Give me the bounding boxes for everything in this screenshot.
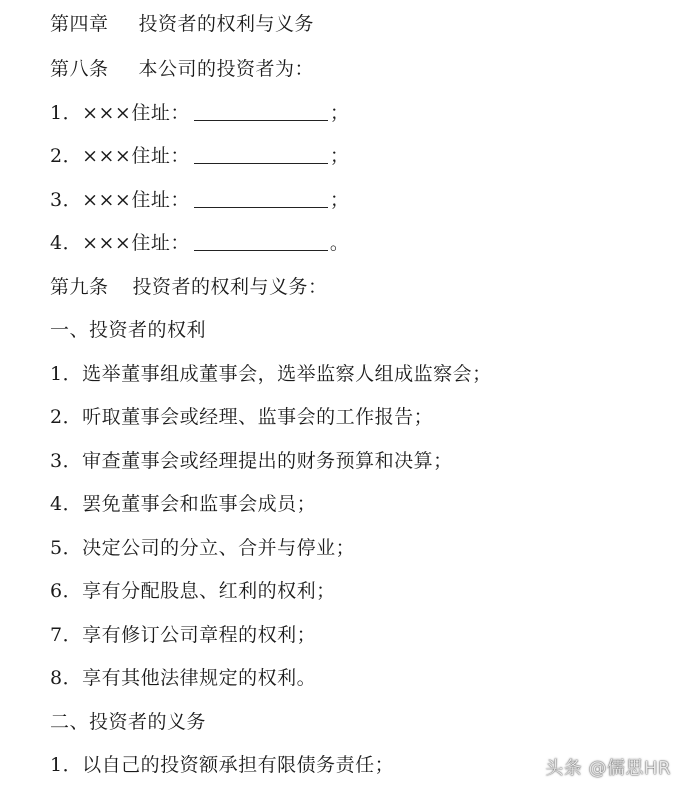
- address-blank: [194, 145, 328, 164]
- item-label: ×××住址：: [82, 102, 190, 124]
- investor-item-3: [50, 188, 349, 212]
- article-9-title: 投资者的权利与义务：: [132, 276, 328, 298]
- item-text: 审查董事会或经理提出的财务预算和决算；: [82, 450, 453, 472]
- item-number: 6．: [50, 580, 83, 602]
- item-text: 以自己的投资额承担有限债务责任；: [82, 754, 395, 776]
- address-blank: [194, 189, 328, 208]
- item-text: 享有分配股息、红利的权利；: [82, 580, 336, 602]
- item-label: ×××住址：: [82, 189, 190, 211]
- address-blank: [194, 232, 328, 251]
- item-number: 8．: [50, 667, 83, 689]
- item-number: 4．: [50, 232, 83, 254]
- article-9-number: 第九条: [50, 276, 109, 298]
- item-end: ；: [329, 189, 350, 211]
- item-number: 5．: [50, 537, 83, 559]
- article-9-heading: [50, 275, 328, 299]
- item-number: 3．: [50, 189, 83, 211]
- rights-item-1: [50, 362, 492, 386]
- rights-item-7: [50, 623, 316, 647]
- investor-item-1: [50, 101, 349, 125]
- duties-heading: 二、投资者的义务: [50, 711, 207, 733]
- investor-item-4: [50, 231, 349, 255]
- item-text: 享有修订公司章程的权利；: [82, 624, 317, 646]
- address-blank: [194, 102, 328, 121]
- article-8-number: 第八条: [50, 58, 109, 80]
- item-text: 选举董事组成董事会，选举监察人组成监察会；: [82, 363, 492, 385]
- item-number: 3．: [50, 450, 83, 472]
- item-label: ×××住址：: [82, 232, 190, 254]
- chapter-number: 第四章: [50, 13, 109, 35]
- item-text: 听取董事会或经理、监事会的工作报告；: [82, 406, 434, 428]
- rights-item-6: [50, 579, 336, 603]
- item-end: 。: [329, 232, 350, 254]
- item-end: ；: [329, 102, 350, 124]
- item-number: 1．: [50, 102, 83, 124]
- investor-item-2: [50, 144, 349, 168]
- item-text: 享有其他法律规定的权利。: [82, 667, 317, 689]
- rights-heading: 一、投资者的权利: [50, 319, 207, 341]
- item-text: 罢免董事会和监事会成员；: [82, 493, 317, 515]
- item-number: 7．: [50, 624, 83, 646]
- rights-item-2: [50, 405, 433, 429]
- item-label: ×××住址：: [82, 145, 190, 167]
- item-number: 2．: [50, 145, 83, 167]
- item-number: 4．: [50, 493, 83, 515]
- rights-item-5: [50, 536, 355, 560]
- watermark: 头条 @儒思HR: [545, 758, 671, 779]
- article-8-title: 本公司的投资者为：: [138, 58, 315, 80]
- chapter-title: 投资者的权利与义务: [138, 13, 315, 35]
- item-text: 决定公司的分立、合并与停业；: [82, 537, 356, 559]
- rights-item-8: [50, 666, 316, 690]
- item-end: ；: [329, 145, 350, 167]
- item-number: 1．: [50, 754, 83, 776]
- duties-item-1: [50, 753, 394, 777]
- rights-item-4: [50, 492, 316, 516]
- rights-item-3: [50, 449, 453, 473]
- item-number: 2．: [50, 406, 83, 428]
- item-number: 1．: [50, 363, 83, 385]
- chapter-heading: [50, 12, 314, 36]
- article-8-heading: [50, 57, 314, 81]
